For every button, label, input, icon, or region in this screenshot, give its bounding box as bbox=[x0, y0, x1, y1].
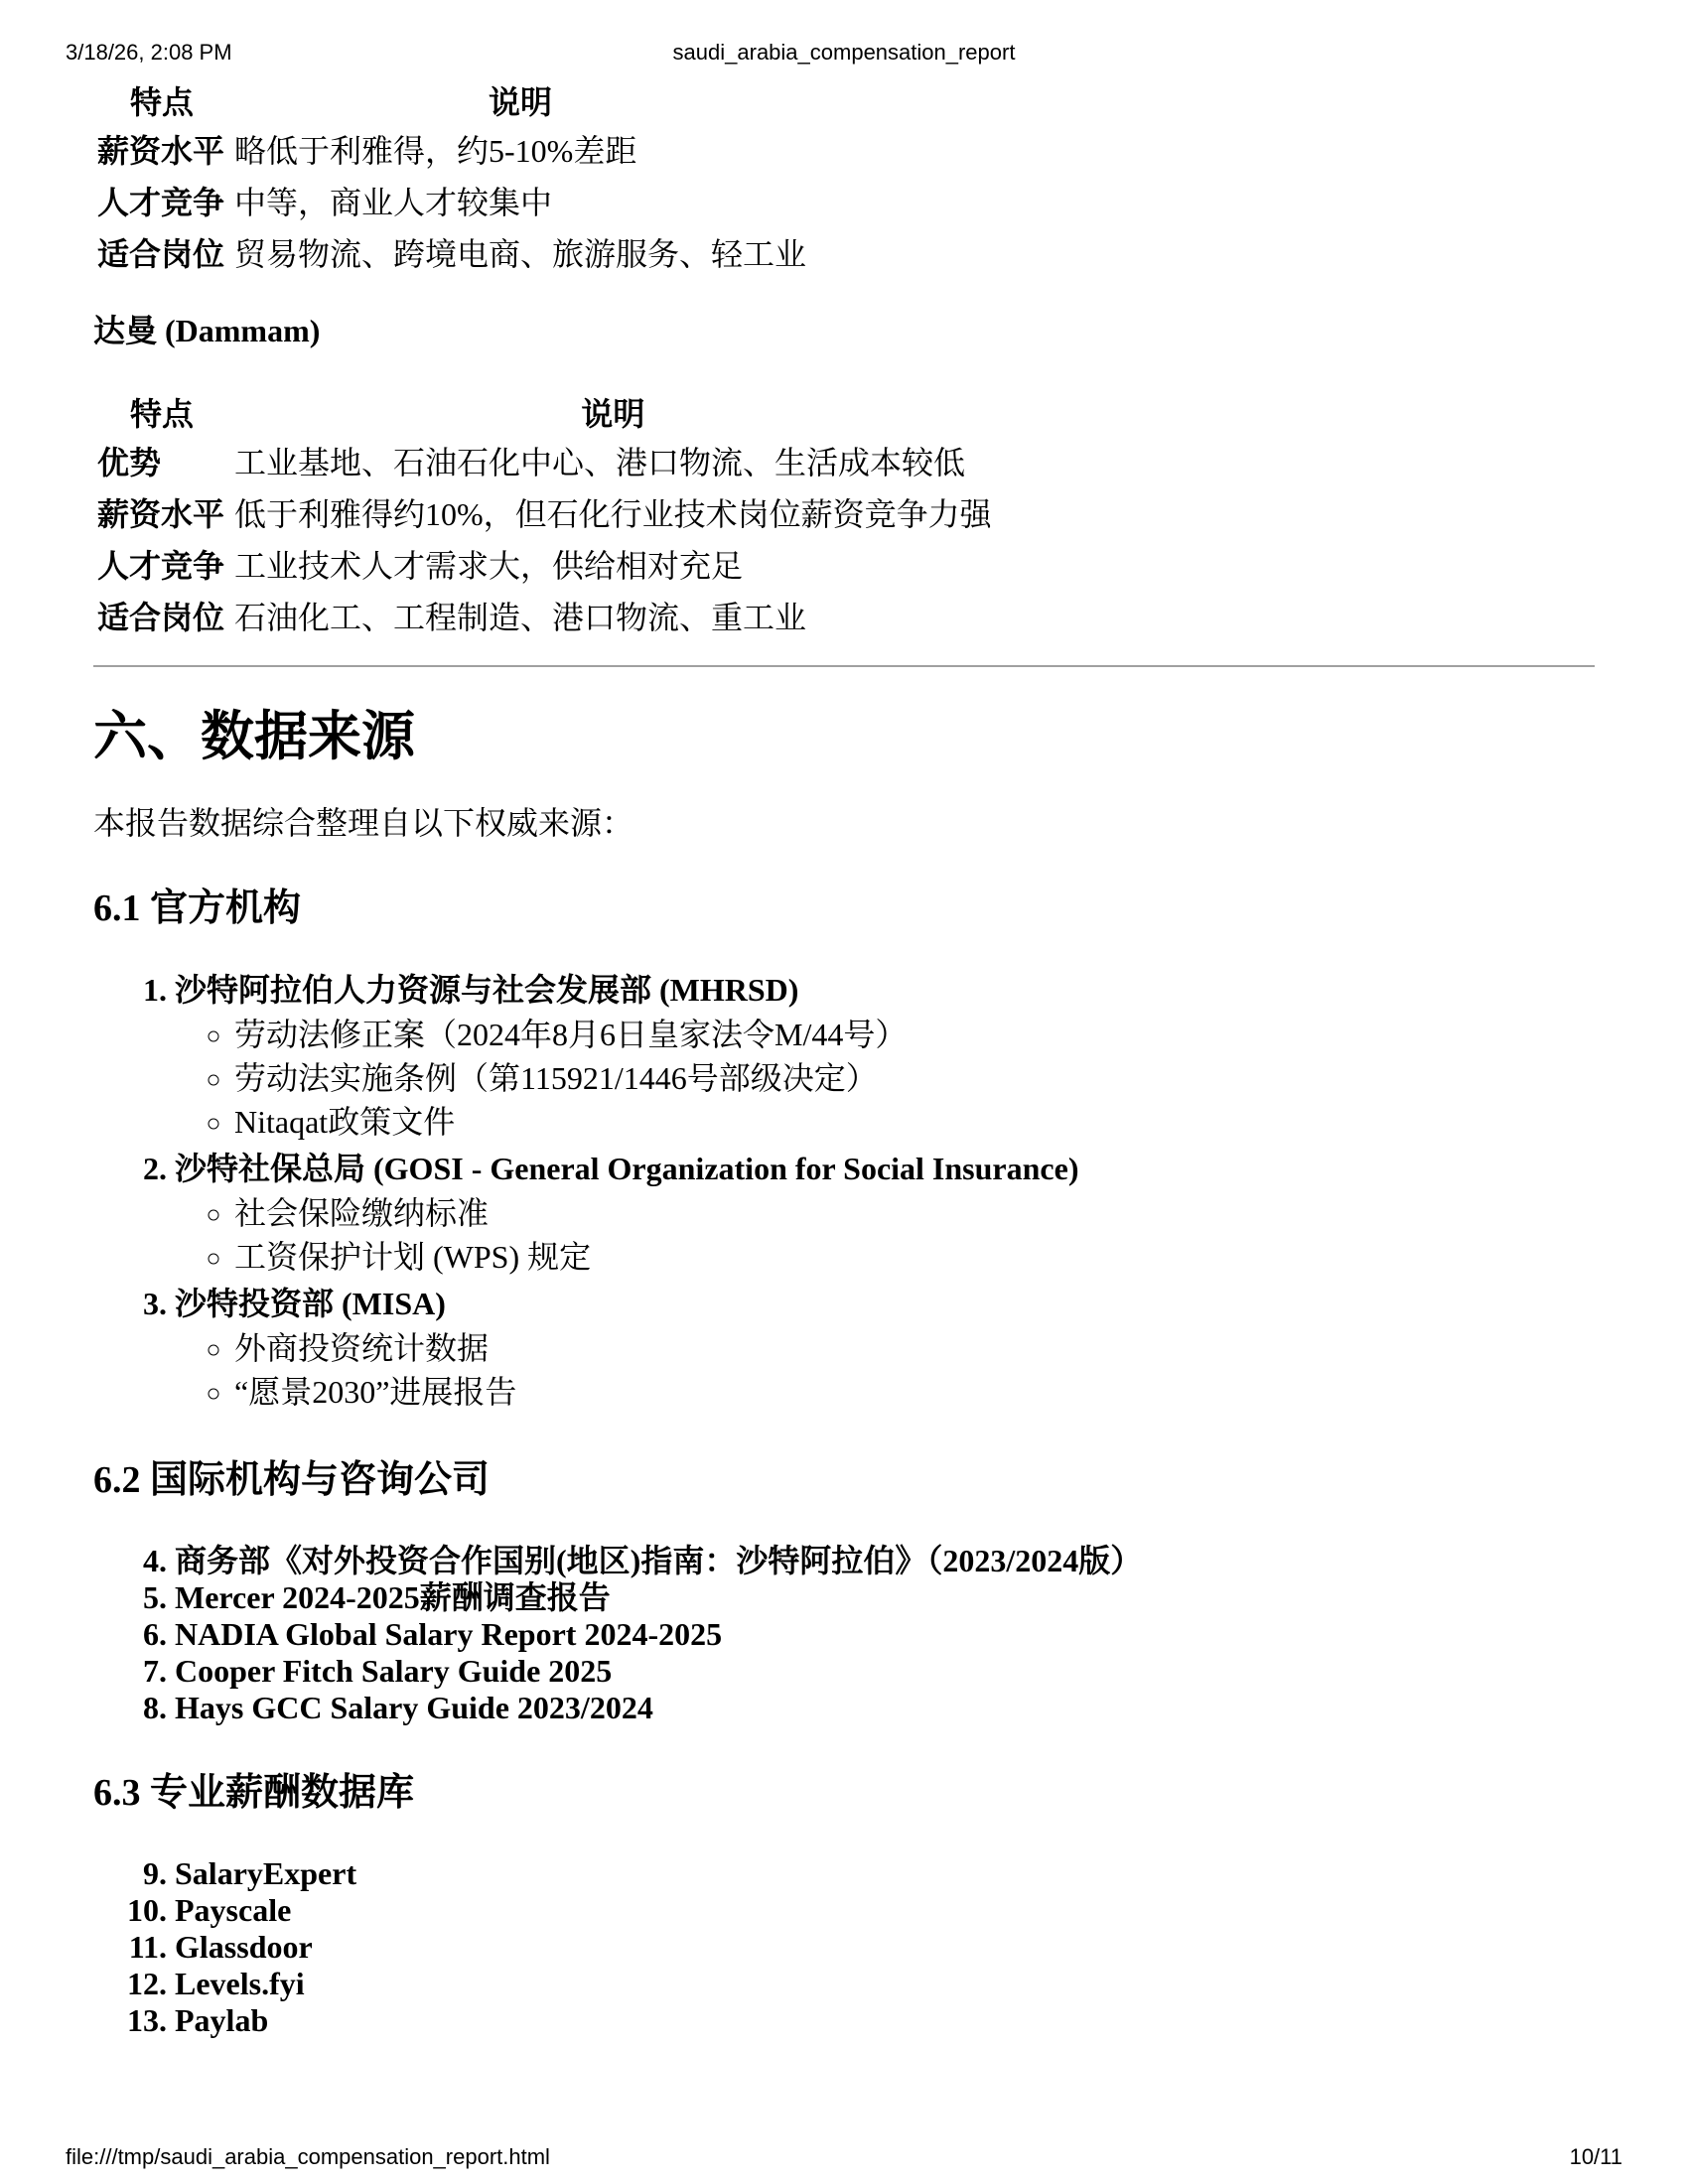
salary-database-list bbox=[93, 1855, 1593, 2039]
sub-list bbox=[175, 1013, 1593, 1144]
table-row bbox=[93, 437, 996, 488]
col-header-description: 说明 bbox=[489, 84, 553, 120]
dammam-heading: 达曼 (Dammam) bbox=[93, 313, 321, 348]
list-item bbox=[175, 1150, 1593, 1279]
sub-list-item: ◦ “愿景2030”进展报告 bbox=[234, 1370, 1593, 1414]
subsection-title-6-3: 6.3 专业薪酬数据库 bbox=[93, 1772, 415, 1814]
list-item: 11. Glassdoor bbox=[175, 1929, 1593, 1966]
print-doc-title: saudi_arabia_compensation_report bbox=[672, 40, 1016, 65]
list-item: 10. Payscale bbox=[175, 1892, 1593, 1929]
list-item: 6. NADIA Global Salary Report 2024-2025 bbox=[175, 1616, 1593, 1653]
list-item: 7. Cooper Fitch Salary Guide 2025 bbox=[175, 1653, 1593, 1690]
table-row bbox=[93, 592, 996, 643]
subsection-title-6-1: 6.1 官方机构 bbox=[93, 887, 302, 929]
print-file-url: file:///tmp/saudi_arabia_compensation_report.html bbox=[66, 2144, 550, 2169]
sub-list bbox=[175, 1191, 1593, 1279]
table-row bbox=[93, 228, 810, 280]
source-label: 沙特阿拉伯人力资源与社会发展部 (MHRSD) bbox=[175, 972, 799, 1008]
row-key: 优势 bbox=[97, 445, 162, 480]
row-key: 薪资水平 bbox=[97, 496, 225, 532]
row-value: 石油化工、工程制造、港口物流、重工业 bbox=[234, 600, 807, 635]
row-key: 人才竞争 bbox=[97, 548, 225, 584]
consultancy-sources-list bbox=[93, 1543, 1593, 1726]
list-item: 4. 商务部《对外投资合作国别(地区)指南：沙特阿拉伯》（2023/2024版） bbox=[175, 1543, 1593, 1579]
col-header-feature: 特点 bbox=[129, 84, 194, 120]
sub-list bbox=[175, 1326, 1593, 1414]
list-item: 13. Paylab bbox=[175, 2002, 1593, 2039]
sub-list-item: ◦ 劳动法实施条例（第115921/1446号部级决定） bbox=[234, 1056, 1593, 1100]
row-value: 中等，商业人才较集中 bbox=[234, 185, 553, 220]
city-feature-table bbox=[93, 79, 810, 280]
dammam-feature-table bbox=[93, 391, 996, 643]
subsection-title-6-2: 6.2 国际机构与咨询公司 bbox=[93, 1459, 491, 1501]
print-footer bbox=[66, 2144, 1622, 2178]
sub-list-item: ◦ 工资保护计划 (WPS) 规定 bbox=[234, 1235, 1593, 1279]
list-item: 8. Hays GCC Salary Guide 2023/2024 bbox=[175, 1690, 1593, 1726]
row-key: 人才竞争 bbox=[97, 185, 225, 220]
document-body bbox=[93, 79, 1593, 2083]
official-sources-list bbox=[93, 971, 1593, 1414]
sub-list-item: ◦ 劳动法修正案（2024年8月6日皇家法令M/44号） bbox=[234, 1013, 1593, 1056]
col-header-feature: 特点 bbox=[129, 396, 194, 432]
section-title: 六、数据来源 bbox=[93, 707, 415, 766]
print-header bbox=[66, 40, 1622, 73]
print-datetime: 3/18/26, 2:08 PM bbox=[66, 40, 232, 65]
section-intro: 本报告数据综合整理自以下权威来源： bbox=[93, 805, 634, 841]
row-key: 适合岗位 bbox=[97, 600, 225, 635]
table-row bbox=[93, 177, 810, 228]
section-divider bbox=[93, 665, 1595, 667]
sub-list-item: ◦ 社会保险缴纳标准 bbox=[234, 1191, 1593, 1235]
sub-list-item: ◦ 外商投资统计数据 bbox=[234, 1326, 1593, 1370]
row-value: 工业基地、石油石化中心、港口物流、生活成本较低 bbox=[234, 445, 966, 480]
list-item: 5. Mercer 2024-2025薪酬调查报告 bbox=[175, 1579, 1593, 1616]
list-item bbox=[175, 971, 1593, 1144]
list-item bbox=[175, 1285, 1593, 1414]
print-page-number: 10/11 bbox=[1569, 2144, 1622, 2169]
table-row bbox=[93, 125, 810, 177]
table-row bbox=[93, 488, 996, 540]
list-item: 12. Levels.fyi bbox=[175, 1966, 1593, 2002]
source-label: 沙特社保总局 (GOSI - General Organization for Social Insurance) bbox=[175, 1151, 1079, 1186]
row-value: 贸易物流、跨境电商、旅游服务、轻工业 bbox=[234, 236, 807, 272]
row-key: 适合岗位 bbox=[97, 236, 225, 272]
source-label: 沙特投资部 (MISA) bbox=[175, 1286, 446, 1321]
row-value: 低于利雅得约10%，但石化行业技术岗位薪资竞争力强 bbox=[234, 496, 992, 532]
row-value: 略低于利雅得，约5-10%差距 bbox=[234, 133, 637, 169]
col-header-description: 说明 bbox=[581, 396, 645, 432]
sub-list-item: ◦ Nitaqat政策文件 bbox=[234, 1100, 1593, 1144]
row-key: 薪资水平 bbox=[97, 133, 225, 169]
table-row bbox=[93, 540, 996, 592]
list-item: 9. SalaryExpert bbox=[175, 1855, 1593, 1892]
row-value: 工业技术人才需求大，供给相对充足 bbox=[234, 548, 744, 584]
